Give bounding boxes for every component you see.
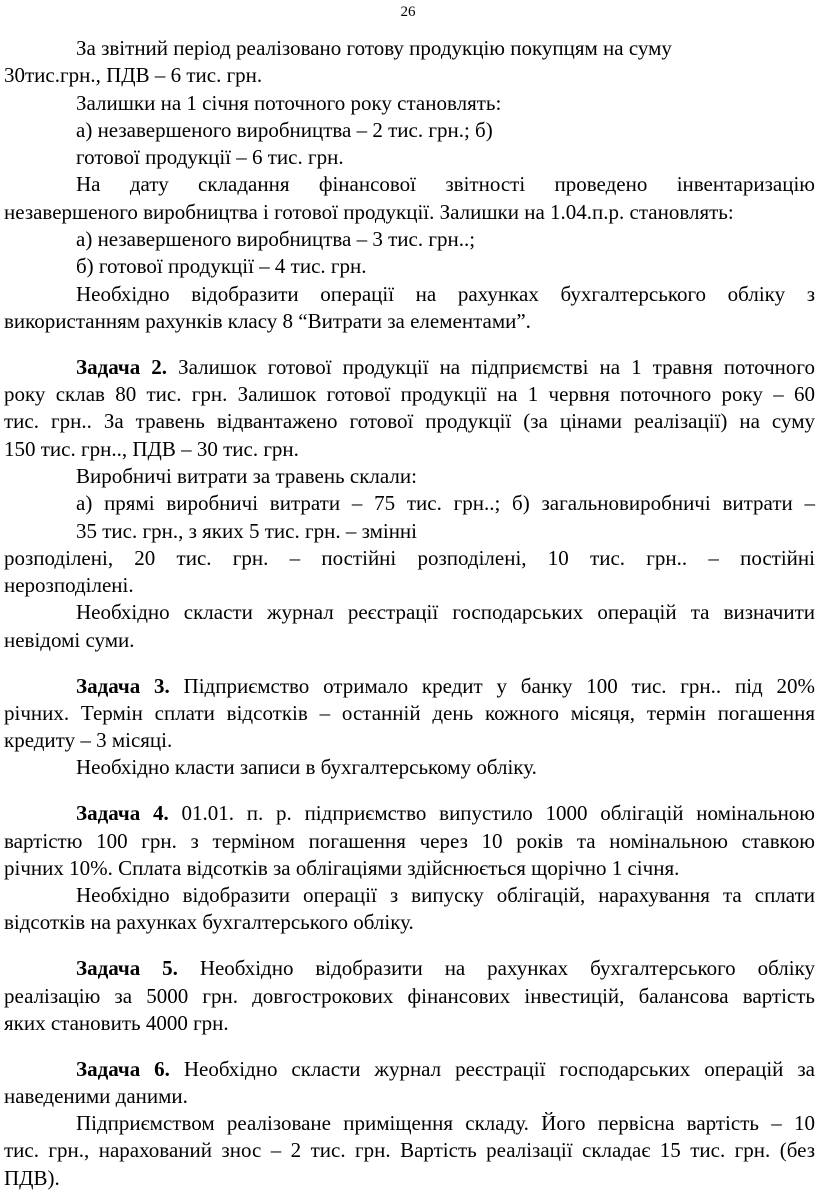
text-line bbox=[4, 1010, 815, 1037]
line-text: а) незавершеного виробництва – 3 тис. грн..; bbox=[76, 227, 476, 252]
task-label: Задача 3. bbox=[76, 673, 170, 698]
line-text: тис. грн.. За травень відвантажено готової продукції (за цінами реалізації) на суму bbox=[4, 409, 815, 434]
line-text: За звітний період реалізовано готову продукцію покупцям на суму bbox=[76, 36, 672, 60]
text-line bbox=[4, 518, 815, 545]
line-text: Залишки на 1 січня поточного року становлять: bbox=[76, 90, 502, 115]
text-line bbox=[4, 1083, 815, 1110]
text-line bbox=[4, 144, 815, 171]
line-text: а) прямі виробничі витрати – 75 тис. грн..; б) загальновиробничі витрати – bbox=[76, 491, 815, 516]
task-heading-line bbox=[4, 354, 815, 381]
text-line bbox=[4, 909, 815, 936]
line-text: нерозподілені. bbox=[4, 573, 134, 598]
task-label: Задача 4. bbox=[76, 801, 169, 826]
text-line bbox=[4, 545, 815, 572]
line-text: річних. Термін сплати відсотків – останній день кожного місяця, термін погашення bbox=[4, 700, 815, 725]
task-heading-line bbox=[4, 800, 815, 827]
text-line bbox=[4, 463, 815, 490]
text-line bbox=[4, 983, 815, 1010]
text-line bbox=[4, 828, 815, 855]
line-text: реалізацію за 5000 грн. довгострокових фінансових інвестицій, балансова вартість bbox=[4, 983, 815, 1008]
line-text: На дату складання фінансової звітності проведено інвентаризацію bbox=[76, 172, 815, 197]
line-text: використанням рахунків класу 8 “Витрати за елементами”. bbox=[4, 308, 531, 333]
line-text: незавершеного виробництва і готової продукції. Залишки на 1.04.п.р. становлять: bbox=[4, 199, 734, 224]
task-label: Задача 5. bbox=[76, 956, 178, 981]
text-line bbox=[4, 1137, 815, 1164]
text-line bbox=[4, 436, 815, 463]
text-line bbox=[4, 599, 815, 626]
line-text: 150 тис. грн.., ПДВ – 30 тис. грн. bbox=[4, 436, 299, 461]
line-text: відсотків на рахунках бухгалтерського обліку. bbox=[4, 910, 414, 935]
line-text: Необхідно скласти журнал реєстрації господарських операцій за bbox=[169, 1056, 815, 1081]
line-text: кредиту – 3 місяці. bbox=[4, 728, 173, 753]
line-text: 30тис.грн., ПДВ – 6 тис. грн. bbox=[4, 63, 263, 88]
text-line bbox=[4, 226, 815, 253]
task-label: Задача 2. bbox=[76, 354, 168, 379]
text-line bbox=[4, 1165, 815, 1192]
line-text: готової продукції – 6 тис. грн. bbox=[76, 145, 344, 170]
text-line bbox=[4, 171, 815, 198]
text-line bbox=[4, 35, 815, 62]
text-line bbox=[4, 253, 815, 280]
line-text: Необхідно класти записи в бухгалтерському обліку. bbox=[76, 755, 537, 780]
paragraph-gap bbox=[4, 937, 815, 956]
text-line bbox=[4, 381, 815, 408]
text-line bbox=[4, 700, 815, 727]
text-line bbox=[4, 754, 815, 781]
task-heading-line bbox=[4, 955, 815, 982]
line-text: Необхідно відобразити на рахунках бухгалтерського обліку bbox=[177, 956, 815, 981]
text-line bbox=[4, 408, 815, 435]
line-text: а) незавершеного виробництва – 2 тис. грн.; б) bbox=[76, 117, 493, 142]
line-text: розподілені, 20 тис. грн. – постійні розподілені, 10 тис. грн.. – постійні bbox=[4, 545, 815, 570]
line-text: 01.01. п. р. підприємство випустило 1000 облігацій номінальною bbox=[168, 801, 815, 826]
document-body bbox=[4, 35, 815, 1192]
line-text: тис. грн., нарахований знос – 2 тис. грн. Вартість реалізації складає 15 тис. грн. (без bbox=[4, 1138, 815, 1163]
line-text: невідомі суми. bbox=[4, 627, 135, 652]
text-line bbox=[4, 627, 815, 654]
line-text: вартістю 100 грн. з терміном погашення через 10 років та номінальною ставкою bbox=[4, 828, 815, 853]
task-label: Задача 6. bbox=[76, 1056, 170, 1081]
paragraph-gap bbox=[4, 1037, 815, 1056]
page-number: 26 bbox=[400, 4, 416, 20]
text-line bbox=[4, 62, 815, 89]
line-text: Підприємством реалізоване приміщення складу. Його первісна вартість – 10 bbox=[76, 1111, 815, 1136]
line-text: Підприємство отримало кредит у банку 100 тис. грн.. під 20% bbox=[169, 673, 815, 698]
line-text: б) готової продукції – 4 тис. грн. bbox=[76, 254, 367, 279]
text-line bbox=[4, 90, 815, 117]
task-heading-line bbox=[4, 673, 815, 700]
paragraph-gap bbox=[4, 654, 815, 673]
text-line bbox=[4, 727, 815, 754]
text-line bbox=[4, 281, 815, 308]
line-text: Необхідно скласти журнал реєстрації господарських операцій та визначити bbox=[76, 600, 815, 625]
text-line bbox=[4, 1110, 815, 1137]
line-text: Залишок готової продукції на підприємстві на 1 травня поточного bbox=[167, 354, 815, 379]
text-line bbox=[4, 490, 815, 517]
line-text: 35 тис. грн., з яких 5 тис. грн. – змінні bbox=[76, 518, 418, 543]
text-line bbox=[4, 882, 815, 909]
line-text: Необхідно відобразити операції з випуску облігацій, нарахування та сплати bbox=[76, 883, 815, 908]
text-line bbox=[4, 855, 815, 882]
line-text: річних 10%. Сплата відсотків за облігаціями здійснюється щорічно 1 січня. bbox=[4, 855, 680, 880]
text-line bbox=[4, 572, 815, 599]
line-text: Виробничі витрати за травень склали: bbox=[76, 463, 417, 488]
text-line bbox=[4, 117, 815, 144]
task-heading-line bbox=[4, 1056, 815, 1083]
line-text: наведеними даними. bbox=[4, 1083, 188, 1108]
line-text: року склав 80 тис. грн. Залишок готової продукції на 1 червня поточного року – 60 bbox=[4, 382, 815, 407]
line-text: Необхідно відобразити операції на рахунках бухгалтерського обліку з bbox=[76, 281, 815, 306]
text-line bbox=[4, 308, 815, 335]
paragraph-gap bbox=[4, 335, 815, 354]
line-text: ПДВ). bbox=[4, 1165, 60, 1190]
line-text: яких становить 4000 грн. bbox=[4, 1010, 229, 1035]
text-line bbox=[4, 199, 815, 226]
paragraph-gap bbox=[4, 782, 815, 801]
